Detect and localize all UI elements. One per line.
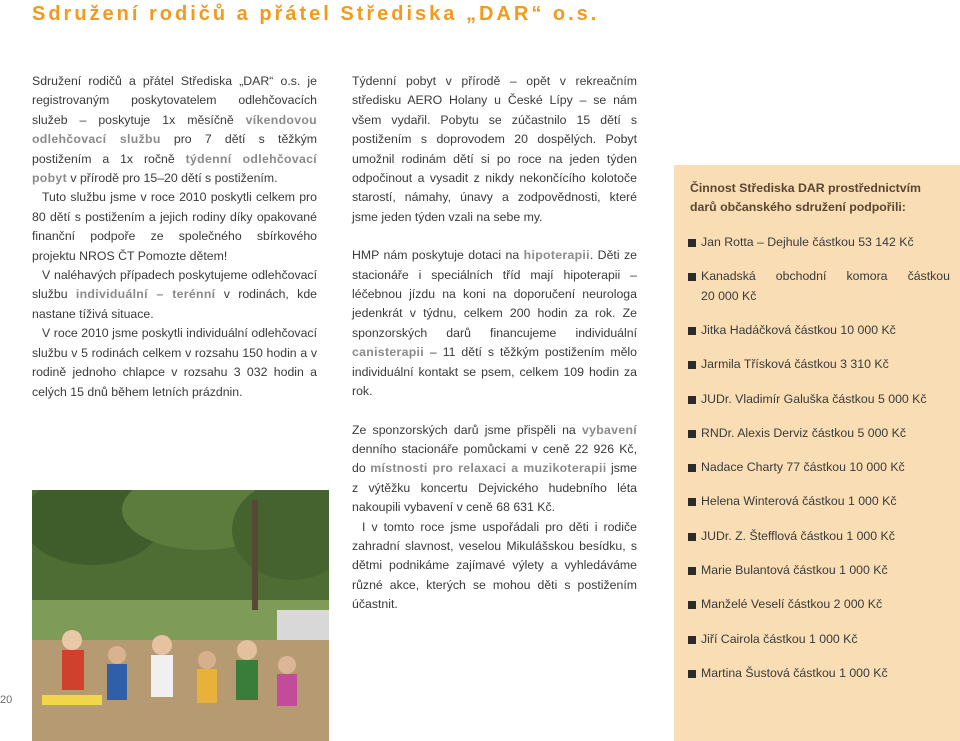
bullet-icon	[688, 396, 696, 404]
middle-column	[352, 72, 637, 615]
donor-item	[688, 355, 950, 374]
donor-text: Jiří Cairola částkou 1 000 Kč	[701, 631, 858, 646]
bullet-icon	[688, 498, 696, 506]
bullet-icon	[688, 636, 696, 644]
text: HMP nám poskytuje dotaci na	[352, 248, 524, 263]
donor-item	[688, 458, 950, 477]
text: Sdružení rodičů a přátel Střediska „DAR“ o.s. je registrovaným poskytovatelem odlehčovacích služeb – poskytuje 1x měsíčně	[32, 74, 317, 127]
donor-item	[688, 630, 950, 649]
text: V naléhavých případech poskytujeme odlehčovací službu	[32, 268, 317, 302]
donor-item	[688, 390, 950, 409]
bullet-icon	[688, 327, 696, 335]
donor-text: JUDr. Z. Štefflová částkou 1 000 Kč	[701, 528, 895, 543]
highlight-text: víkendovou odlehčovací službu	[32, 112, 317, 147]
donors-sidebar	[674, 165, 960, 741]
text: – 11 dětí s těžkým postižením mělo individuální kontakt se psem, celkem 109 hodin za rok.	[352, 345, 637, 399]
text: v přírodě pro 15–20 dětí s postižením.	[66, 171, 278, 186]
donor-item	[688, 233, 950, 252]
bullet-icon	[688, 533, 696, 541]
donor-text: Jitka Hadáčková částkou 10 000 Kč	[701, 323, 896, 337]
bullet-icon	[688, 361, 696, 369]
donor-text: Jarmila Třísková částkou 3 310 Kč	[701, 357, 889, 372]
donor-text: Manželé Veselí částkou 2 000 Kč	[701, 597, 883, 612]
bullet-icon	[688, 464, 696, 472]
paragraph	[32, 266, 317, 324]
paragraph	[352, 246, 637, 401]
donor-text: JUDr. Vladimír Galuška částkou 5 000 Kč	[701, 391, 927, 406]
highlight-text: místnosti pro relaxaci a muzikoterapii	[370, 461, 607, 476]
page-number: 20	[0, 694, 13, 706]
donor-text: 20 000 Kč	[701, 288, 757, 303]
donor-item	[688, 492, 950, 511]
paragraph: V roce 2010 jsme poskytli individuální odlehčovací službu v 5 rodinách celkem v rozsahu 150 hodin a v rodině jednoho chlapce v rozsahu 3 032 hodin a celých 15 dnů během letních prázdnin.	[32, 326, 317, 399]
highlight-text: individuální – terénní	[75, 287, 216, 302]
donor-text: Martina Šustová částkou 1 000 Kč	[701, 665, 888, 680]
donor-item	[688, 561, 950, 580]
highlight-text: vybavení	[581, 422, 637, 437]
donor-item	[688, 595, 950, 614]
donor-text: Helena Winterová částkou 1 000 Kč	[701, 494, 897, 509]
donor-text: Jan Rotta – Dejhule částkou 53 142 Kč	[701, 235, 914, 249]
sidebar-heading: Činnost Střediska DAR prostřednictvím darů občanského sdružení podpořili:	[690, 181, 921, 215]
bullet-icon	[688, 430, 696, 438]
page-title: Sdružení rodičů a přátel Střediska „DAR“ o.s.	[32, 3, 600, 25]
donor-item	[688, 267, 950, 306]
highlight-text: týdenní odlehčovací pobyt	[32, 151, 317, 186]
event-photo	[32, 490, 329, 741]
highlight-text: canisterapii	[352, 345, 424, 360]
bullet-icon	[688, 601, 696, 609]
highlight-text: hipoterapii	[523, 248, 590, 263]
paragraph: Tuto službu jsme v roce 2010 poskytli celkem pro 80 dětí s postižením a jejich rodiny díky opakované finanční podpoře ze společného sbírkového projektu NROS ČT Pomozte dětem!	[32, 190, 317, 263]
donor-item	[688, 424, 950, 443]
text: denního stacionáře pomůckami v ceně 22 926 Kč, do	[352, 441, 637, 476]
donor-text: Nadace Charty 77 částkou 10 000 Kč	[701, 460, 905, 475]
donor-list	[688, 233, 950, 698]
left-column	[32, 72, 317, 402]
bullet-icon	[688, 567, 696, 575]
text: jsme z výtěžku koncertu Dejvického hudebního léta nakoupili vybavení v ceně 68 631 Kč.	[352, 461, 637, 515]
text: pro 7 dětí s těžkým postižením a 1x ročně	[32, 132, 317, 166]
donor-text: Marie Bulantová částkou 1 000 Kč	[701, 563, 888, 578]
donor-item	[688, 321, 950, 340]
photo-illustration	[32, 490, 329, 741]
paragraph	[32, 72, 317, 188]
donor-item	[688, 527, 950, 546]
bullet-icon	[688, 273, 696, 281]
paragraph: Týdenní pobyt v přírodě – opět v rekreačním středisku AERO Holany u České Lípy – se nám všem vydařil. Pobytu se zúčastnilo 15 dětí s postižením s doprovodem 20 dospělých. Pobyt umožnil rodinám dětí si po roce na jeden týden odpočinout a vysadit z nikdy nekončícího kolotoče starostí, námahy, únavy a zodpovědnosti, které jsme jeden týden vzali na sebe my.	[352, 74, 637, 224]
paragraph	[352, 421, 637, 518]
donor-text: Kanadská obchodní komora částkou	[701, 269, 950, 284]
text: Ze sponzorských darů jsme přispěli na	[352, 422, 582, 437]
bullet-icon	[688, 670, 696, 678]
paragraph: I v tomto roce jsme uspořádali pro děti i rodiče zahradní slavnost, veselou Mikulášskou besídku, s dětmi podnikáme zajímavé výlety a vyhledáváme různé akce, kterých se mohou děti s postižením účastnit.	[352, 519, 637, 612]
donor-text: RNDr. Alexis Derviz částkou 5 000 Kč	[701, 425, 907, 440]
text: . Děti ze stacionáře i speciálních tříd mají hipoterapii – léčebnou jízdu na koni na doporučení neurologa jedenkrát v týdnu, celkem 200 hodin za rok. Ze sponzorských darů financujeme individuální	[352, 248, 637, 340]
donor-item	[688, 664, 950, 683]
bullet-icon	[688, 239, 696, 247]
text: v rodinách, kde nastane tíživá situace.	[32, 287, 317, 321]
